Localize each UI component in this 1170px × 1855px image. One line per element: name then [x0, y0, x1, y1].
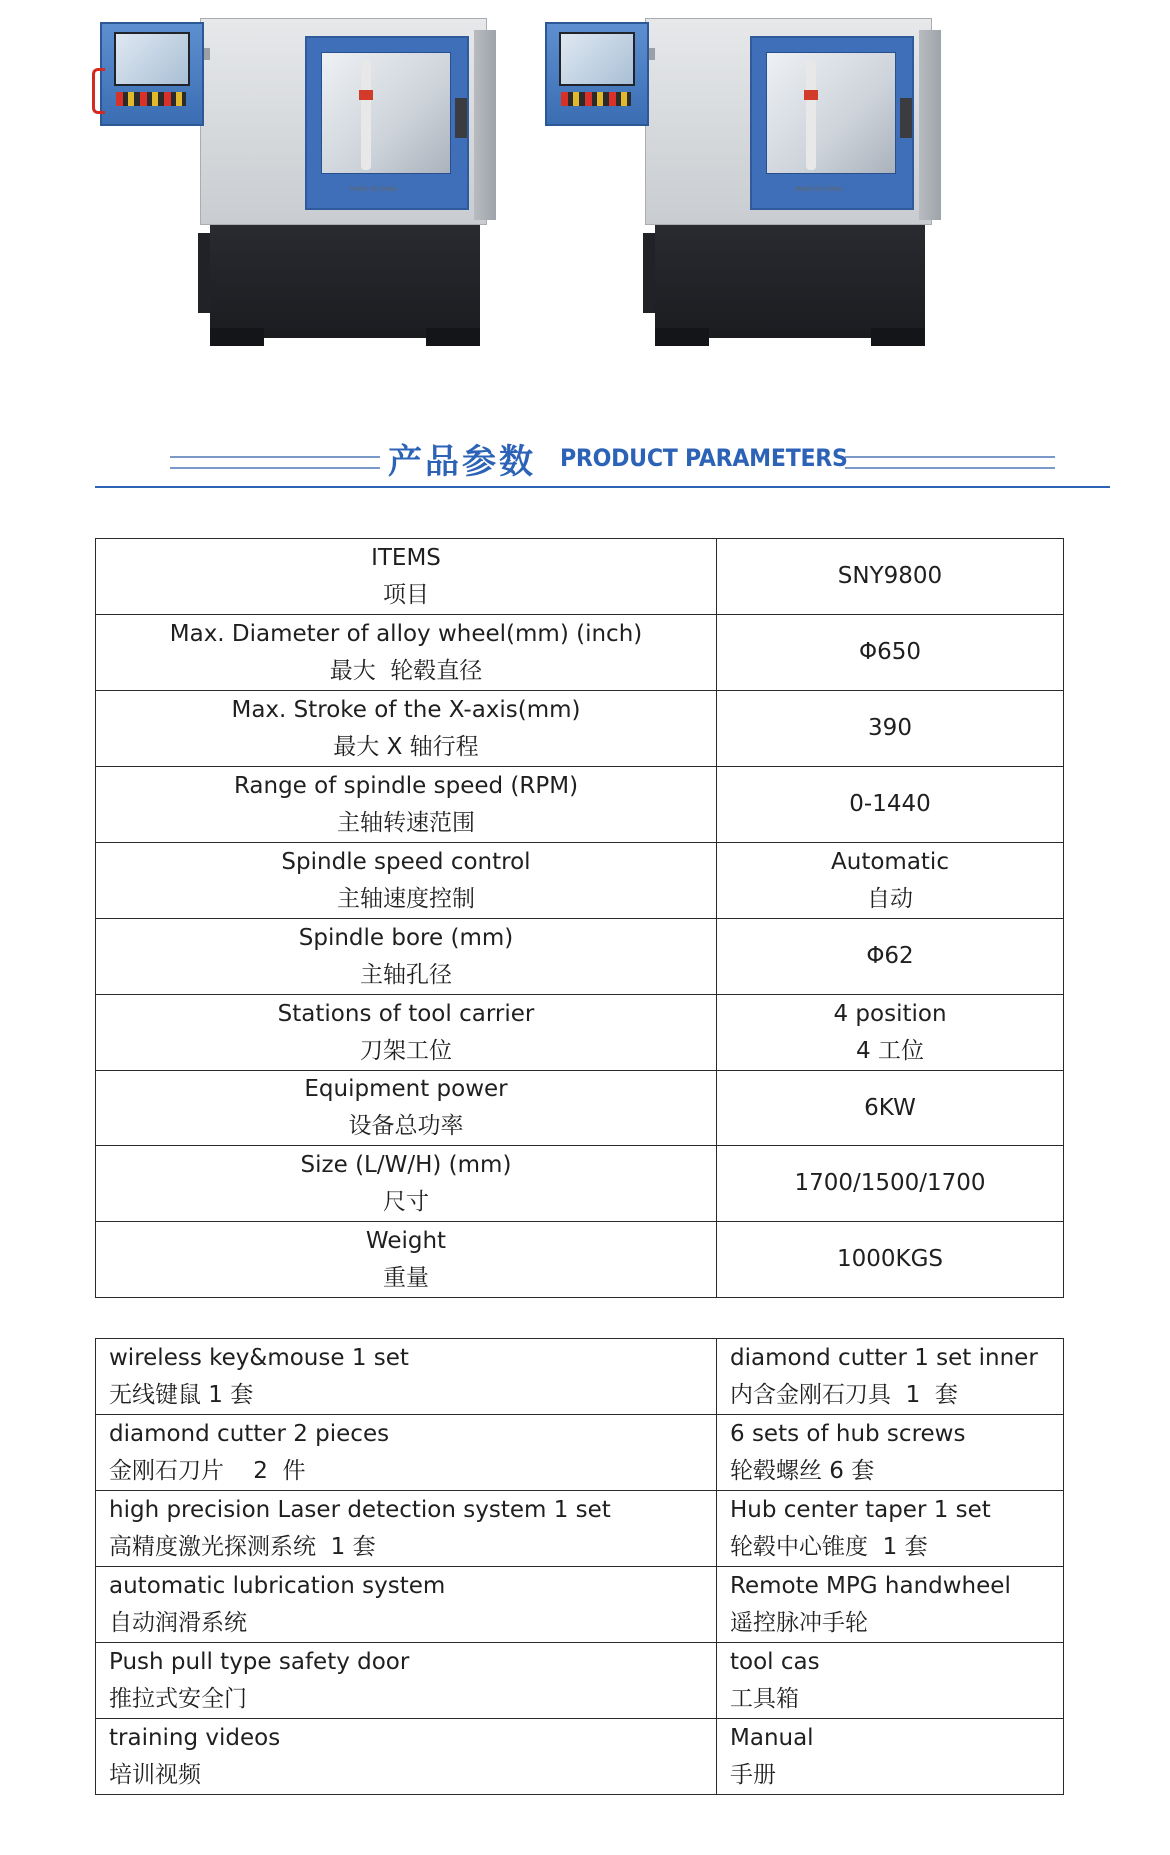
spec-item-cell [96, 615, 717, 691]
heading-chinese: 产品参数 [388, 442, 536, 482]
accessory-right-en: diamond cutter 1 set inner [730, 1344, 1038, 1371]
accessory-left-en: Push pull type safety door [109, 1648, 410, 1675]
section-heading [0, 430, 1170, 490]
spec-row [96, 843, 1064, 919]
spec-item-cn: 最大 X 轴行程 [333, 733, 479, 760]
spec-row [96, 1071, 1064, 1146]
spec-item-en: Spindle bore (mm) [298, 924, 514, 951]
accessory-left-cell [96, 1339, 717, 1415]
accessory-right-cell [717, 1339, 1064, 1415]
spec-value: Φ62 [866, 943, 914, 969]
spec-item-cn: 主轴孔径 [360, 961, 452, 988]
accessory-row [96, 1643, 1064, 1719]
accessory-left-cn: 推拉式安全门 [109, 1685, 247, 1712]
machine-photo-left [100, 18, 500, 348]
spec-item-cell [96, 767, 717, 843]
spec-item-en: Weight [365, 1227, 447, 1254]
machine-photo-right [545, 18, 945, 348]
accessory-left-cn: 培训视频 [109, 1761, 201, 1788]
accessory-row [96, 1719, 1064, 1795]
accessories-table [95, 1338, 1064, 1795]
spec-value-cell [717, 1071, 1064, 1146]
accessory-right-en: Manual [730, 1724, 814, 1751]
accessory-left-cell [96, 1719, 717, 1795]
accessory-row [96, 1491, 1064, 1567]
spec-item-cn: 设备总功率 [348, 1113, 464, 1139]
accessory-left-en: wireless key&mouse 1 set [109, 1344, 409, 1371]
accessory-left-cell [96, 1567, 717, 1643]
spec-value: 6KW [864, 1094, 916, 1121]
spec-item-cell [96, 691, 717, 767]
spec-item-cn: 重量 [383, 1264, 429, 1291]
accessory-right-cn: 内含金刚石刀具 1 套 [730, 1381, 958, 1408]
spec-item-cell [96, 1071, 717, 1146]
accessory-right-cell [717, 1719, 1064, 1795]
accessory-right-en: Remote MPG handwheel [730, 1572, 1011, 1599]
accessory-right-cell [717, 1415, 1064, 1491]
spec-value-cell [717, 919, 1064, 995]
accessory-right-cn: 工具箱 [730, 1685, 799, 1712]
spec-item-cn: 主轴速度控制 [337, 885, 475, 912]
spec-row [96, 767, 1064, 843]
accessory-right-en: tool cas [730, 1648, 820, 1675]
spec-item-cell [96, 919, 717, 995]
machine-plate: MADE IN CHINA [795, 186, 842, 193]
accessory-right-cell [717, 1491, 1064, 1567]
accessory-left-cn: 高精度激光探测系统 1 套 [109, 1533, 376, 1560]
spec-value: SNY9800 [837, 563, 943, 589]
accessory-left-cn: 自动润滑系统 [109, 1609, 247, 1636]
heading-english: PRODUCT PARAMETERS [560, 444, 848, 472]
accessory-left-en: high precision Laser detection system 1 set [109, 1496, 611, 1523]
accessory-right-cell [717, 1567, 1064, 1643]
spec-item-en: ITEMS [371, 544, 441, 571]
spec-value-cn: 自动 [867, 885, 913, 912]
spec-item-cell [96, 1222, 717, 1298]
heading-rule-left [170, 456, 380, 469]
spec-item-cn: 刀架工位 [360, 1037, 452, 1064]
accessory-row [96, 1339, 1064, 1415]
spec-item-cell [96, 995, 717, 1071]
spec-item-cn: 尺寸 [383, 1188, 429, 1215]
accessory-left-cell [96, 1643, 717, 1719]
accessory-right-cn: 轮毂螺丝 6 套 [730, 1457, 875, 1484]
spec-value-cell [717, 691, 1064, 767]
spec-item-cell [96, 843, 717, 919]
spec-item-cn: 项目 [383, 581, 429, 608]
accessory-right-en: Hub center taper 1 set [730, 1496, 991, 1523]
spec-item-cell [96, 539, 717, 615]
spec-item-cn: 主轴转速范围 [337, 809, 475, 836]
spec-value: 1700/1500/1700 [794, 1170, 986, 1196]
spec-row [96, 539, 1064, 615]
spec-value-cell [717, 615, 1064, 691]
spec-value-cn: 4 工位 [856, 1037, 924, 1064]
spec-row [96, 919, 1064, 995]
spec-value: 4 position [833, 1000, 947, 1027]
spec-value: Automatic [831, 848, 949, 875]
spec-value-cell [717, 1222, 1064, 1298]
accessory-row [96, 1415, 1064, 1491]
heading-rule-right [845, 456, 1055, 469]
spec-row [96, 995, 1064, 1071]
spec-row [96, 691, 1064, 767]
accessory-left-en: automatic lubrication system [109, 1572, 446, 1599]
accessory-right-cell [717, 1643, 1064, 1719]
accessory-left-cell [96, 1415, 717, 1491]
accessory-right-cn: 手册 [730, 1761, 776, 1788]
spec-table [95, 538, 1064, 1298]
spec-item-en: Max. Stroke of the X-axis(mm) [231, 696, 581, 723]
accessory-left-cn: 无线键鼠 1 套 [109, 1381, 254, 1408]
spec-value-cell [717, 1146, 1064, 1222]
spec-item-en: Range of spindle speed (RPM) [233, 772, 579, 799]
accessory-left-en: training videos [109, 1724, 281, 1751]
spec-item-en: Spindle speed control [281, 848, 531, 875]
spec-item-en: Size (L/W/H) (mm) [300, 1151, 512, 1178]
accessory-left-en: diamond cutter 2 pieces [109, 1420, 390, 1447]
spec-item-cn: 最大 轮毂直径 [329, 657, 483, 684]
spec-item-en: Stations of tool carrier [277, 1000, 535, 1027]
accessory-left-cell [96, 1491, 717, 1567]
accessory-right-en: 6 sets of hub screws [730, 1420, 966, 1447]
accessory-left-cn: 金刚石刀片 2 件 [109, 1457, 306, 1484]
spec-item-en: Equipment power [304, 1076, 508, 1102]
spec-value: 0-1440 [849, 791, 931, 817]
spec-value: 1000KGS [836, 1246, 944, 1272]
spec-value-cell [717, 539, 1064, 615]
spec-value-cell [717, 767, 1064, 843]
accessory-right-cn: 轮毂中心锥度 1 套 [730, 1533, 928, 1560]
heading-underline [95, 486, 1110, 488]
spec-row [96, 1146, 1064, 1222]
spec-item-en: Max. Diameter of alloy wheel(mm) (inch) [169, 620, 643, 647]
spec-item-cell [96, 1146, 717, 1222]
spec-value: Φ650 [858, 639, 921, 665]
spec-value: 390 [868, 715, 912, 741]
spec-row [96, 1222, 1064, 1298]
accessory-right-cn: 遥控脉冲手轮 [730, 1609, 868, 1636]
machine-plate: MADE IN CHINA [350, 186, 397, 193]
spec-value-cell [717, 843, 1064, 919]
spec-row [96, 615, 1064, 691]
accessory-row [96, 1567, 1064, 1643]
spec-value-cell [717, 995, 1064, 1071]
